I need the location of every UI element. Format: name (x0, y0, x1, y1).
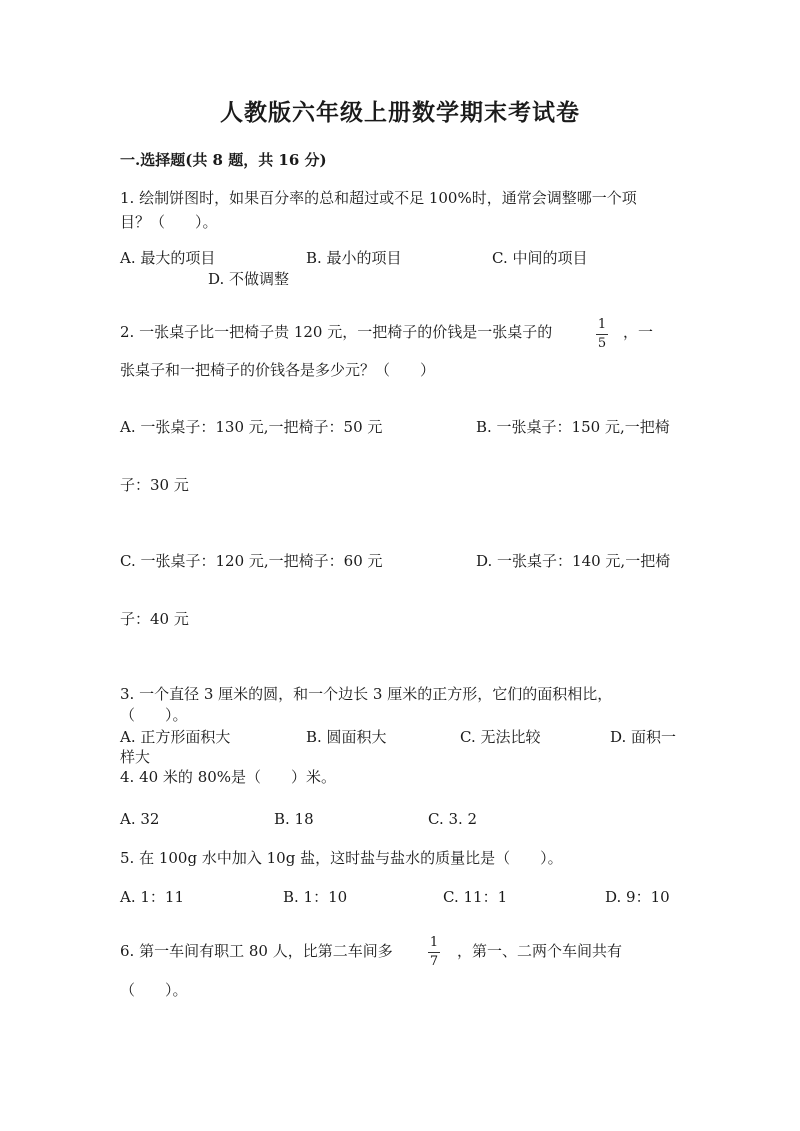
question-2-option-d-cont: 子：40 元 (120, 610, 189, 628)
question-4-option-a[interactable]: A. 32 (120, 810, 160, 828)
question-2-option-b[interactable]: B. 一张桌子：150 元,一把椅 (476, 418, 670, 436)
question-2-fraction (594, 318, 610, 351)
question-4-option-c[interactable]: C. 3. 2 (428, 810, 478, 828)
question-3-text-cont: （ ）。 (120, 706, 188, 724)
question-5-option-d[interactable]: D. 9：10 (605, 888, 670, 906)
question-3-option-c[interactable]: C. 无法比较 (460, 728, 541, 746)
question-6-text-tail: ，第一、二两个车间共有 (457, 942, 623, 960)
question-5-text: 5. 在 100g 水中加入 10g 盐，这时盐与盐水的质量比是（ ）。 (120, 849, 563, 867)
question-2-text-tail: ，一 (623, 323, 654, 341)
question-2-text-cont: 张桌子和一把椅子的价钱各是多少元？（ ） (120, 361, 436, 379)
question-3-option-a[interactable]: A. 正方形面积大 (120, 728, 231, 746)
question-1-option-b[interactable]: B. 最小的项目 (306, 249, 402, 267)
question-2-option-c[interactable]: C. 一张桌子：120 元,一把椅子：60 元 (120, 552, 383, 570)
question-4-option-b[interactable]: B. 18 (274, 810, 314, 828)
question-2-option-a[interactable]: A. 一张桌子：130 元,一把椅子：50 元 (120, 418, 383, 436)
question-2-option-b-cont: 子：30 元 (120, 476, 189, 494)
question-2-option-d[interactable]: D. 一张桌子：140 元,一把椅 (476, 552, 671, 570)
page-title: 人教版六年级上册数学期末考试卷 (220, 99, 580, 126)
question-4-text: 4. 40 米的 80%是（ ）米。 (120, 768, 337, 786)
section-heading: 一.选择题(共 8 题，共 16 分) (120, 151, 327, 169)
question-5-option-b[interactable]: B. 1：10 (283, 888, 348, 906)
question-1-text-cont: 目？（ ）。 (120, 213, 218, 231)
question-5-option-c[interactable]: C. 11：1 (443, 888, 508, 906)
question-1-option-a[interactable]: A. 最大的项目 (120, 249, 216, 267)
question-1-option-c[interactable]: C. 中间的项目 (492, 249, 588, 267)
question-6-text-cont: （ ）。 (120, 981, 188, 999)
question-3-option-d-cont: 样大 (120, 748, 151, 766)
question-2-text: 2. 一张桌子比一把椅子贵 120 元，一把椅子的价钱是一张桌子的 (120, 323, 553, 341)
fraction-denominator: 5 (597, 336, 607, 351)
fraction-bar (428, 952, 440, 953)
fraction-numerator: 1 (597, 317, 607, 332)
question-3-text: 3. 一个直径 3 厘米的圆，和一个边长 3 厘米的正方形，它们的面积相比， (120, 685, 613, 703)
question-1-text: 1. 绘制饼图时，如果百分率的总和超过或不足 100%时，通常会调整哪一个项 (120, 189, 637, 207)
fraction-numerator: 1 (429, 935, 439, 950)
question-6-text: 6. 第一车间有职工 80 人，比第二车间多 (120, 942, 393, 960)
question-6-fraction (426, 936, 442, 969)
question-5-option-a[interactable]: A. 1：11 (120, 888, 184, 906)
question-1-option-d[interactable]: D. 不做调整 (208, 270, 290, 288)
question-3-option-b[interactable]: B. 圆面积大 (306, 728, 387, 746)
fraction-denominator: 7 (429, 954, 439, 969)
fraction-bar (596, 334, 608, 335)
question-3-option-d[interactable]: D. 面积一 (610, 728, 677, 746)
